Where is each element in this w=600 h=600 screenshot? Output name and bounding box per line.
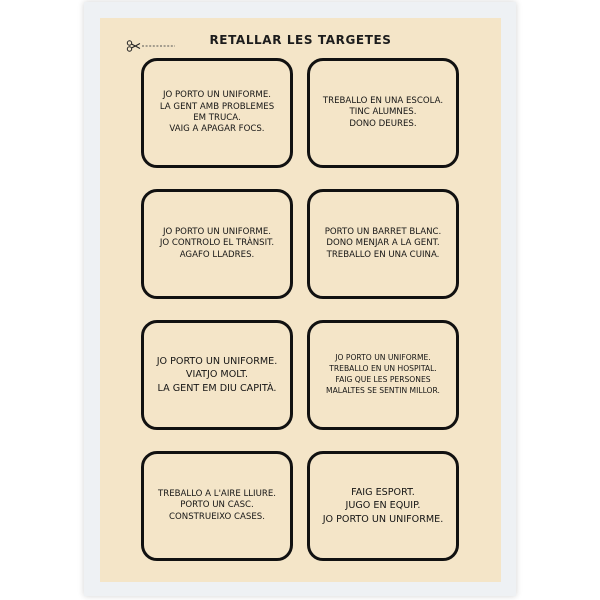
job-card-athlete [307, 451, 459, 561]
job-card-firefighter [141, 58, 293, 168]
job-card-teacher [307, 58, 459, 168]
job-card-captain [141, 320, 293, 430]
card-text: JO PORTO UN UNIFORME. VIATJO MOLT. LA GENT EM DIU CAPITÀ. [156, 356, 278, 394]
card-text: PORTO UN BARRET BLANC. DONO MENJAR A LA GENT. TREBALLO EN UNA CUINA. [324, 226, 442, 260]
job-card-builder [141, 451, 293, 561]
card-text: JO PORTO UN UNIFORME. TREBALLO EN UN HOSPITAL. FAIG QUE LES PERSONES MALALTES SE SENTIN MILLOR. [326, 353, 440, 395]
card-text: TREBALLO A L'AIRE LLIURE. PORTO UN CASC. CONSTRUEIXO CASES. [157, 488, 277, 522]
sheet-title: RETALLAR LES TARGETES [209, 33, 392, 47]
card-text: TREBALLO EN UNA ESCOLA. TINC ALUMNES. DONO DEURES. [322, 95, 444, 129]
job-card-police [141, 189, 293, 299]
card-text: JO PORTO UN UNIFORME. JO CONTROLO EL TRÀNSIT. AGAFO LLADRES. [159, 226, 275, 260]
card-text: FAIG ESPORT. JUGO EN EQUIP. JO PORTO UN UNIFORME. [322, 487, 444, 525]
job-card-cook [307, 189, 459, 299]
card-text: JO PORTO UN UNIFORME. LA GENT AMB PROBLEMES EM TRUCA. VAIG A APAGAR FOCS. [159, 90, 275, 135]
job-card-nurse [307, 320, 459, 430]
